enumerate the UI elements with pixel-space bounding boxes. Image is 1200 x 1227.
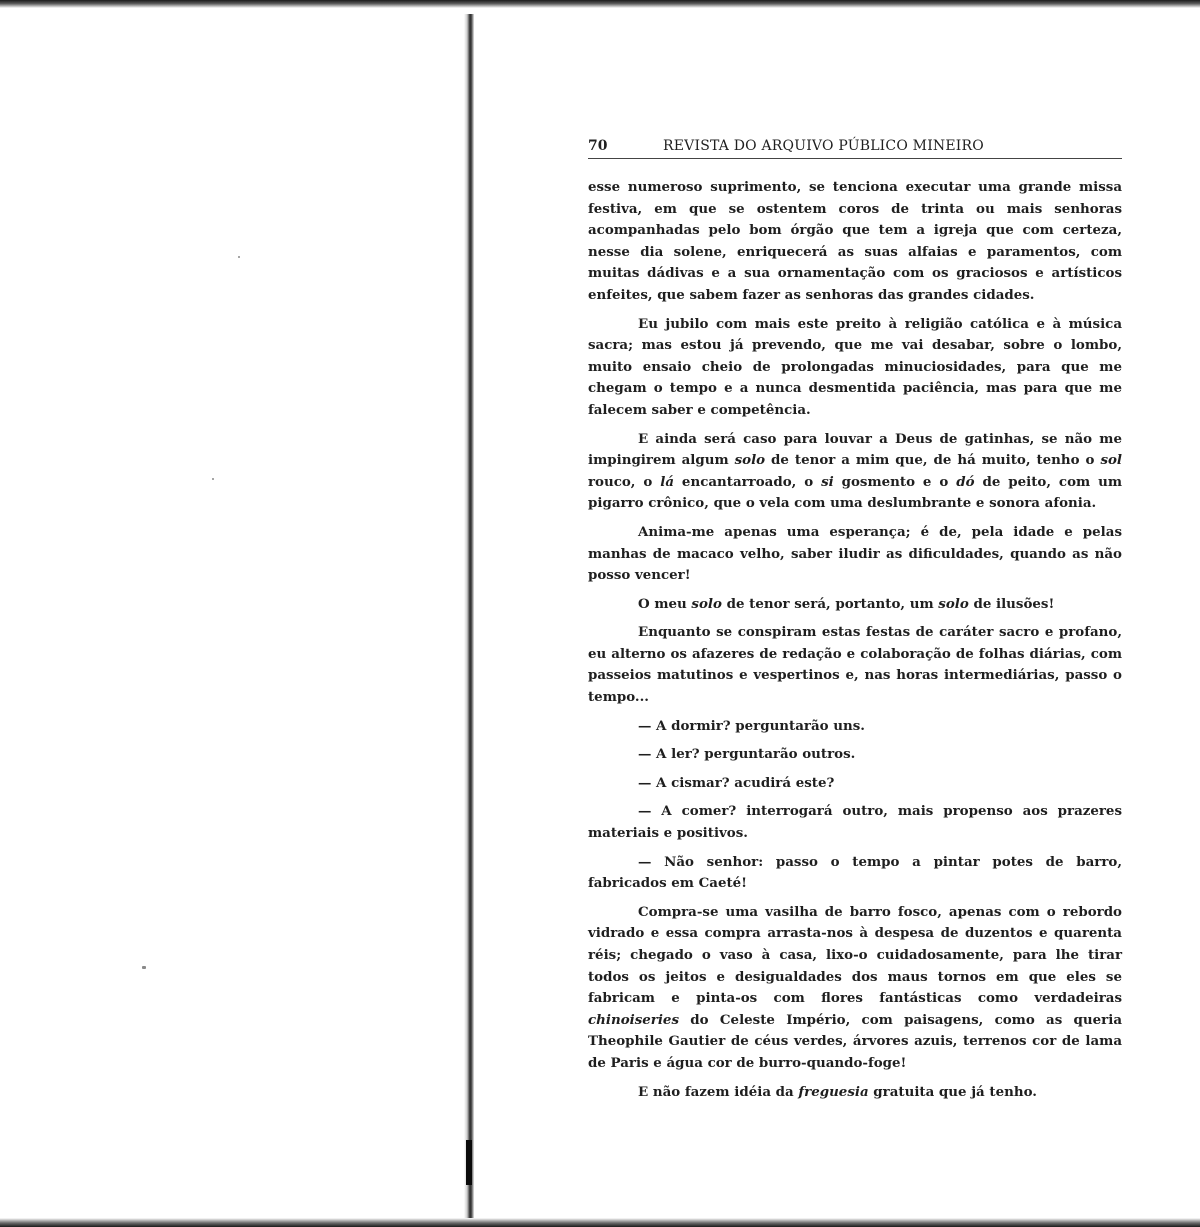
text-run: de tenor a mim que, de há muito, tenho o [765, 452, 1101, 469]
text-run: — Não senhor: passo o tempo a pintar potes de barro, fabricados em Caeté! [588, 853, 1122, 892]
paper-speck [238, 256, 240, 258]
text-run: E ainda será caso para louvar a Deus de gatinhas, se não me impingirem algum [588, 430, 1122, 469]
running-head [588, 132, 1122, 159]
text-run: de peito, com um pigarro crônico, que o vela com uma deslumbrante e sonora afonia. [588, 473, 1123, 512]
text-run: O meu [638, 595, 692, 612]
italic-term: solo [938, 595, 969, 612]
paragraph [588, 852, 1122, 895]
italic-term: dó [956, 473, 975, 490]
text-run: de ilusões! [968, 595, 1055, 612]
paragraph [588, 177, 1122, 307]
italic-term: lá [660, 473, 675, 490]
italic-term: sol [1100, 452, 1122, 469]
paper-speck [212, 478, 214, 480]
text-run: Eu jubilo com mais este preito à religião católica e à música sacra; mas estou já prevendo, que me vai desabar, sobre o lombo, muito ensaio cheio de prolongadas minuciosidades, para que me chegam o tempo e a nunca desmentida paciência, mas para que me falecem saber e competência. [588, 315, 1122, 418]
text-run: do Celeste Império, com paisagens, como as queria Theophile Gautier de céus verdes, árvores azuis, terrenos cor de lama de Paris e água cor de burro-quando-foge! [588, 1011, 1122, 1071]
paragraph [588, 1082, 1122, 1104]
text-run: — A comer? interrogará outro, mais propenso aos prazeres materiais e positivos. [588, 803, 1122, 842]
italic-term: si [821, 473, 834, 490]
text-run: gratuita que já tenho. [868, 1083, 1037, 1100]
paragraph [588, 716, 1122, 738]
body-text [588, 177, 1122, 1103]
text-run: rouco, o [588, 473, 661, 490]
paragraph [588, 314, 1122, 422]
text-run: de tenor será, portanto, um [721, 595, 939, 612]
italic-term: freguesia [798, 1083, 869, 1100]
italic-term: chinoiseries [588, 1011, 679, 1028]
text-run: gosmento e o [833, 473, 957, 490]
scan-top-edge [0, 0, 1200, 8]
paragraph [588, 773, 1122, 795]
book-gutter [464, 14, 474, 1218]
scan-bottom-edge [0, 1218, 1200, 1227]
paragraph [588, 594, 1122, 616]
text-run: encantarroado, o [674, 473, 822, 490]
gutter-shadow-mark [466, 1140, 472, 1185]
right-page [588, 132, 1122, 1110]
journal-title: REVISTA DO ARQUIVO PÚBLICO MINEIRO [663, 138, 984, 154]
paragraph [588, 902, 1122, 1075]
text-run: esse numeroso suprimento, se tenciona executar uma grande missa festiva, em que se ostentem coros de trinta ou mais senhoras acompanhadas pelo bom órgão que tem a igreja que com certeza, nesse dia solene, enriquecerá as suas alfaias e paramentos, com muitas dádivas e a sua ornamentação com os graciosos e artísticos enfeites, que sabem fazer as senhoras das grandes cidades. [588, 179, 1122, 303]
text-run: Enquanto se conspiram estas festas de caráter sacro e profano, eu alterno os afazeres de redação e colaboração de folhas diárias, com passeios matutinos e vespertinos e, nas horas intermediárias, passo o tempo... [588, 624, 1122, 706]
text-run: — A ler? perguntarão outros. [638, 746, 856, 763]
text-run: Compra-se uma vasilha de barro fosco, apenas com o rebordo vidrado e essa compra arrasta-nos à despesa de duzentos e quarenta réis; chegado o vaso à casa, lixo-o cuidadosamente, para lhe tirar todos os jeitos e desigualdades dos maus tornos em que eles se fabricam e pinta-os com flores fantásticas como verdadeiras [588, 903, 1122, 1007]
italic-term: solo [691, 595, 722, 612]
text-run: Anima-me apenas uma esperança; é de, pela idade e pelas manhas de macaco velho, saber iludir as dificuldades, quando as não posso vencer! [588, 523, 1122, 584]
text-run: — A dormir? perguntarão uns. [638, 717, 865, 734]
page-number: 70 [588, 138, 608, 154]
paragraph [588, 622, 1122, 708]
italic-term: solo [734, 452, 766, 469]
paragraph [588, 522, 1122, 587]
paper-speck [142, 966, 146, 969]
text-run: — A cismar? acudirá este? [638, 774, 835, 791]
paragraph [588, 744, 1122, 766]
text-run: E não fazem idéia da [638, 1083, 799, 1100]
paragraph [588, 429, 1122, 515]
paragraph [588, 801, 1122, 844]
